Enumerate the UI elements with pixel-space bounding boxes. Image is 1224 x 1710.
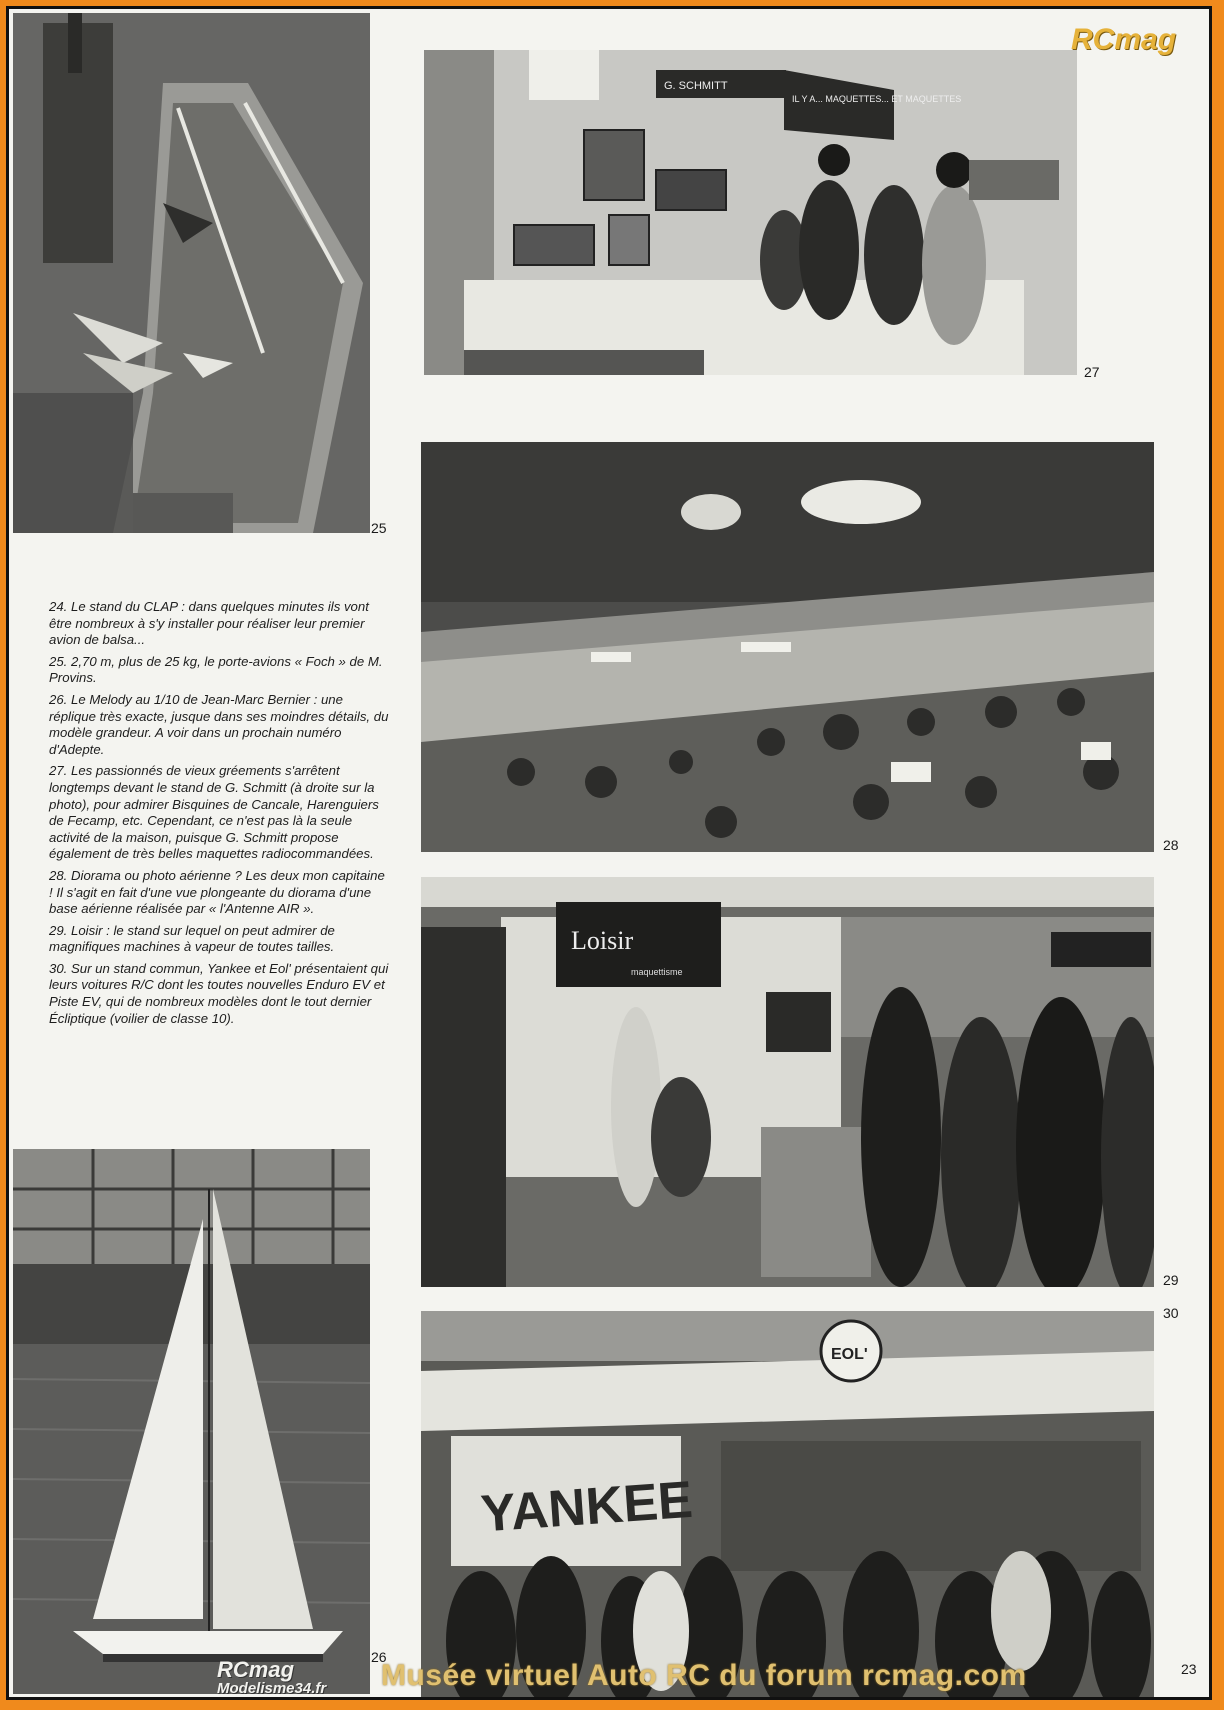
p30-sign-eol: EOL' [831,1346,868,1363]
photo-25-aircraft-carrier [13,13,370,533]
p29-sign-sub: maquettisme [631,967,683,977]
rcmag-logo-top [1071,23,1176,57]
caption-29: 29. Loisir : le stand sur lequel on peut admirer de magnifiques machines à vapeur de toutes tailles. [49,922,335,955]
rcmag-logo-top-text: RCmag [1071,23,1177,56]
magazine-page [6,6,1212,1700]
p27-sign-schmitt: G. SCHMITT [664,80,728,92]
photo-26-sailboat [13,1149,370,1694]
caption-28: 28. Diorama ou photo aérienne ? Les deux mon capitaine ! Il s'agit en fait d'une vue plongeante du diorama d'une base aérienne réalisée par « l'Antenne AIR ». [49,867,385,917]
rcmag-logo-bottom-sub: Modelisme34.fr [217,1680,327,1697]
photo-label-27: 27 [1084,364,1100,380]
rcmag-logo-bottom [217,1659,326,1697]
photo-label-28: 28 [1163,837,1179,853]
p29-sign-loisir: Loisir [571,926,634,955]
caption-26: 26. Le Melody au 1/10 de Jean-Marc Bernier : une réplique très exacte, jusque dans ses moindres détails, du modèle grandeur. A voir dans un prochain numéro d'Adepte. [49,691,389,757]
photo-label-30: 30 [1163,1305,1179,1321]
photo-30-yankee-eol-stand [421,1311,1154,1700]
photo-label-25: 25 [371,520,387,536]
photo-29-loisir-stand [421,877,1154,1287]
rcmag-logo-bottom-text: RCmag [217,1657,295,1682]
caption-block [49,599,389,1032]
p30-sign-yankee: YANKEE [479,1470,695,1544]
page-number: 23 [1181,1661,1197,1677]
caption-24: 24. Le stand du CLAP : dans quelques minutes ils vont être nombreux à s'y installer pour réaliser leur premier avion de balsa... [49,599,369,648]
photo-label-29: 29 [1163,1272,1179,1288]
p27-sign-maquettes: IL Y A... MAQUETTES... ET MAQUETTES [792,94,962,104]
caption-25: 25. 2,70 m, plus de 25 kg, le porte-avions « Foch » de M. Provins. [49,653,383,686]
photo-27-schmitt-stand [424,50,1077,375]
museum-watermark: Musée virtuel Auto RC du forum rcmag.com [381,1659,1027,1692]
photo-28-diorama [421,442,1154,852]
caption-30: 30. Sur un stand commun, Yankee et Eol' présentaient qui leurs voitures R/C dont les toutes nouvelles Enduro EV et Piste EV, qui de nombreux modèles dont le tout dernier Écliptique (voilier de classe 10). [49,960,389,1026]
photo-label-26: 26 [371,1649,387,1665]
caption-27: 27. Les passionnés de vieux gréements s'arrêtent longtemps devant le stand de G. Schmitt (à droite sur la photo), pour admirer Bisquines de Cancale, Harenguiers de Fecamp, etc. Cependant, ce n'est pas là la seule activité de la maison, puisque G. Schmitt propose également de très belles maquettes radiocommandées. [49,763,379,862]
